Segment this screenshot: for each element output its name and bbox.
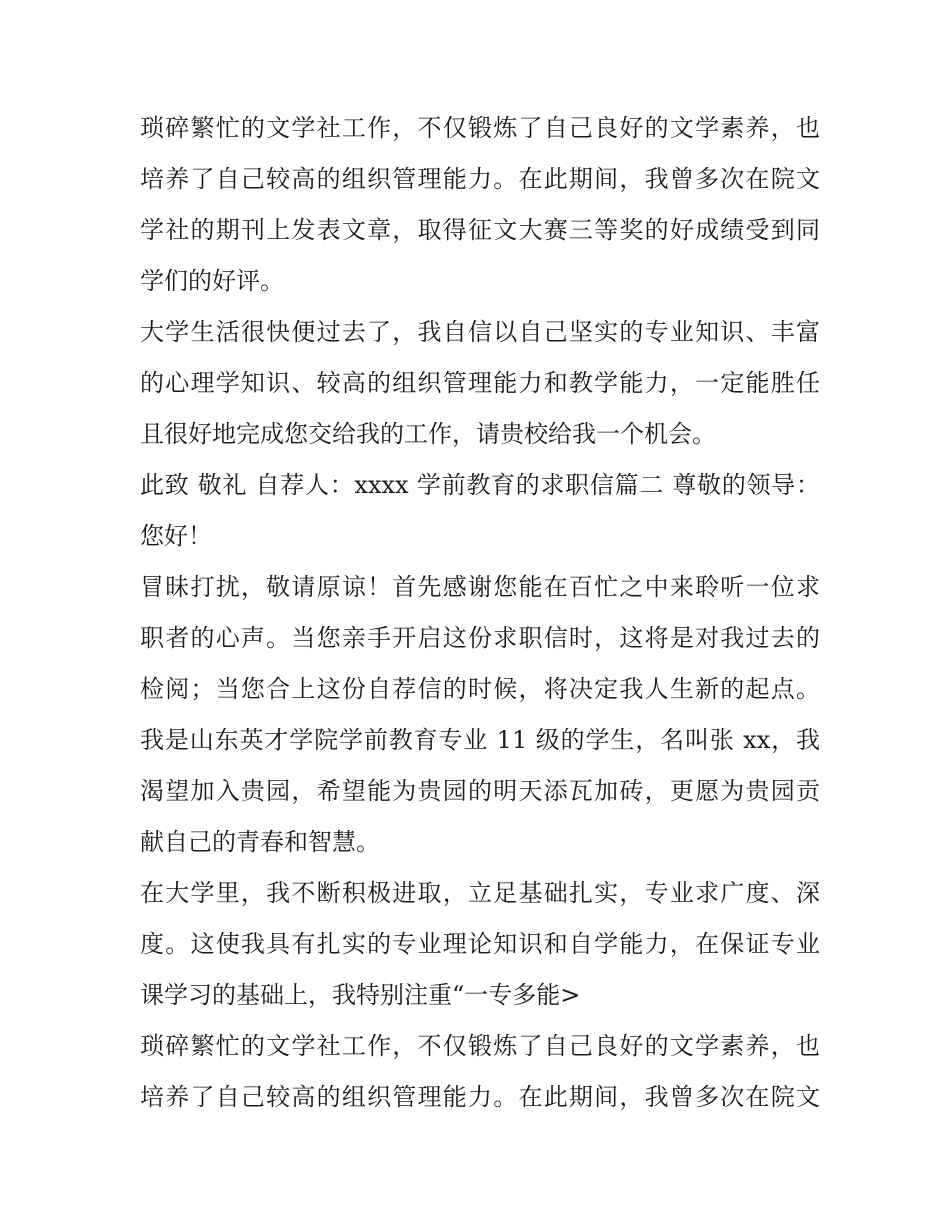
text-line: 且很好地完成您交给我的工作，请贵校给我一个机会。 (140, 420, 716, 448)
text-line: 课学习的基础上，我特别注重“一专多能> (140, 981, 581, 1009)
text-line: 培养了自己较高的组织管理能力。在此期间，我曾多次在院文 (140, 165, 820, 193)
text-line: 学们的好评。 (140, 267, 284, 295)
text-line: 培养了自己较高的组织管理能力。在此期间，我曾多次在院文 (140, 1083, 820, 1111)
text-line: 职者的心声。当您亲手开启这份求职信时，这将是对我过去的 (140, 624, 820, 652)
document-body (140, 103, 820, 1123)
text-line: 冒昧打扰，敬请原谅！首先感谢您能在百忙之中来聆听一位求 (140, 573, 820, 601)
text-line: 学社的期刊上发表文章，取得征文大赛三等奖的好成绩受到同 (140, 216, 820, 244)
text-line: 琐碎繁忙的文学社工作，不仅锻炼了自己良好的文学素养，也 (140, 1032, 820, 1060)
text-line: 度。这使我具有扎实的专业理论知识和自学能力，在保证专业 (140, 930, 820, 958)
text-line: 您好！ (140, 522, 212, 550)
text-line: 检阅；当您合上这份自荐信的时候，将决定我人生新的起点。 (140, 675, 820, 703)
text-line: 渴望加入贵园，希望能为贵园的明天添瓦加砖，更愿为贵园贡 (140, 777, 820, 805)
text-line: 大学生活很快便过去了，我自信以自己坚实的专业知识、丰富 (140, 318, 820, 346)
text-line: 在大学里，我不断积极进取，立足基础扎实，专业求广度、深 (140, 879, 820, 907)
text-line: 琐碎繁忙的文学社工作，不仅锻炼了自己良好的文学素养，也 (140, 114, 820, 142)
text-line: 献自己的青春和智慧。 (140, 828, 380, 856)
text-line: 我是山东英才学院学前教育专业 11 级的学生，名叫张 xx，我 (140, 726, 820, 754)
text-line: 的心理学知识、较高的组织管理能力和教学能力，一定能胜任 (140, 369, 820, 397)
text-line: 此致 敬礼 自荐人：xxxx 学前教育的求职信篇二 尊敬的领导： (140, 471, 820, 499)
